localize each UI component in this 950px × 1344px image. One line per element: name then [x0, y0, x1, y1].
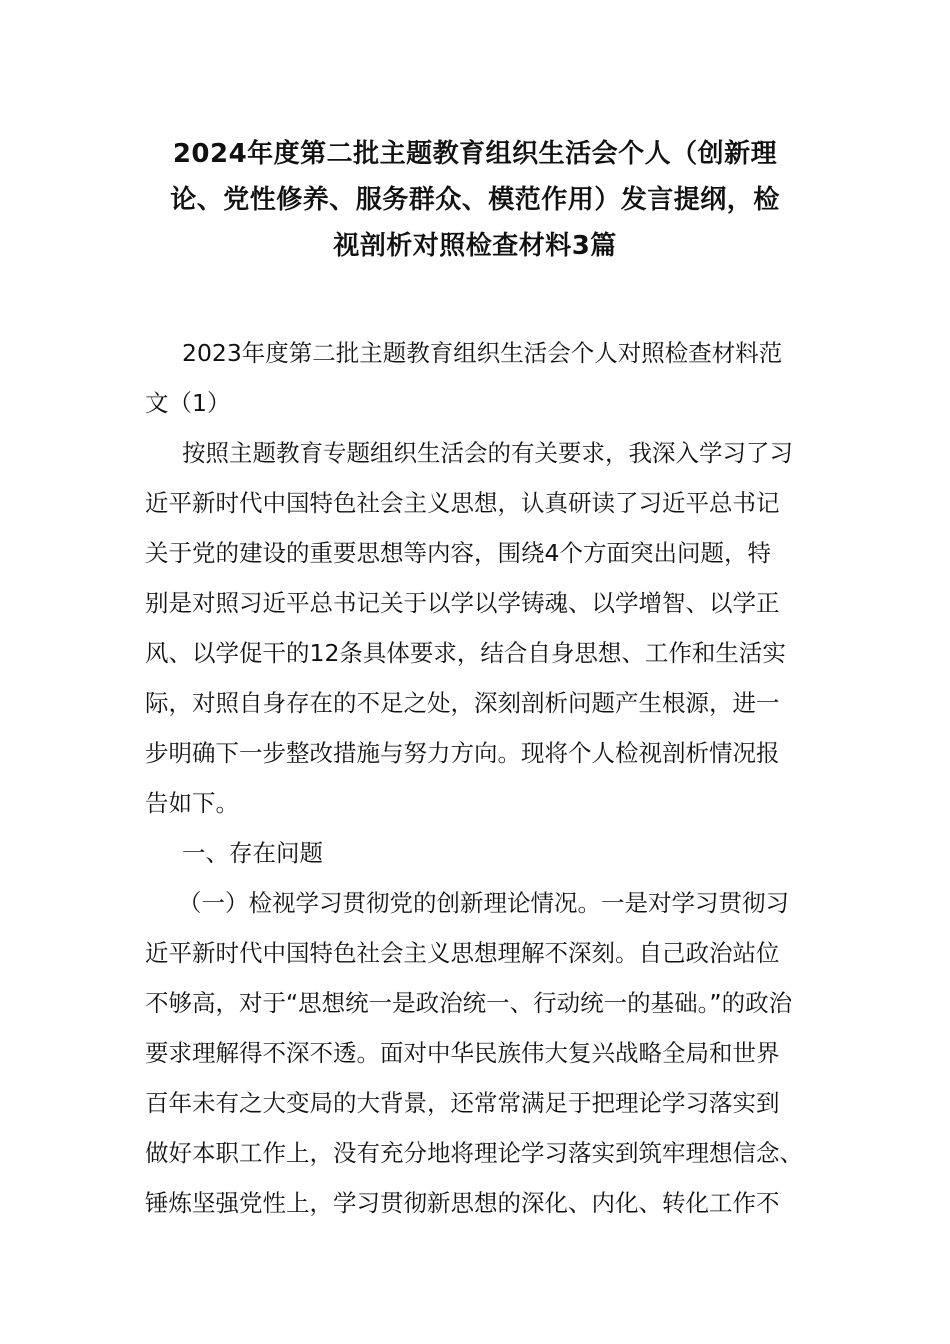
- document-title: [140, 131, 810, 269]
- subtitle-line-2: 文（1）: [145, 389, 231, 417]
- section-heading: 一、存在问题: [182, 839, 323, 867]
- section-line-1: （一）检视学习贯彻党的创新理论情况。一是对学习贯彻习: [178, 889, 789, 917]
- intro-line-1: 按照主题教育专题组织生活会的有关要求，我深入学习了习: [182, 439, 793, 467]
- title-line-2: 论、党性修养、服务群众、模范作用）发言提纲，检: [170, 185, 780, 215]
- section-line-5: 百年未有之大变局的大背景，还常常满足于把理论学习落实到: [145, 1089, 780, 1117]
- subtitle-line-1: 2023年度第二批主题教育组织生活会个人对照检查材料范: [182, 339, 783, 367]
- section-line-3: 不够高，对于“思想统一是政治统一、行动统一的基础。”的政治: [145, 989, 793, 1017]
- section-line-6: 做好本职工作上，没有充分地将理论学习落实到筑牢理想信念、: [145, 1139, 803, 1167]
- title-line-3: 视剖析对照检查材料3篇: [333, 231, 617, 261]
- section-line-2: 近平新时代中国特色社会主义思想理解不深刻。自己政治站位: [145, 939, 780, 967]
- intro-line-2: 近平新时代中国特色社会主义思想，认真研读了习近平总书记: [145, 489, 780, 517]
- intro-line-7: 步明确下一步整改措施与努力方向。现将个人检视剖析情况报: [145, 739, 780, 767]
- intro-line-8: 告如下。: [145, 789, 239, 817]
- intro-line-6: 际，对照自身存在的不足之处，深刻剖析问题产生根源，进一: [145, 689, 780, 717]
- intro-line-3: 关于党的建设的重要思想等内容，围绕4个方面突出问题，特: [145, 539, 771, 567]
- intro-line-4: 别是对照习近平总书记关于以学以学铸魂、以学增智、以学正: [145, 589, 780, 617]
- section-line-7: 锤炼坚强党性上，学习贯彻新思想的深化、内化、转化工作不: [145, 1189, 780, 1217]
- intro-line-5: 风、以学促干的12条具体要求，结合自身思想、工作和生活实: [145, 639, 786, 667]
- title-line-1: 2024年度第二批主题教育组织生活会个人（创新理: [172, 139, 778, 169]
- document-body: [145, 328, 810, 1228]
- section-line-4: 要求理解得不深不透。面对中华民族伟大复兴战略全局和世界: [145, 1039, 780, 1067]
